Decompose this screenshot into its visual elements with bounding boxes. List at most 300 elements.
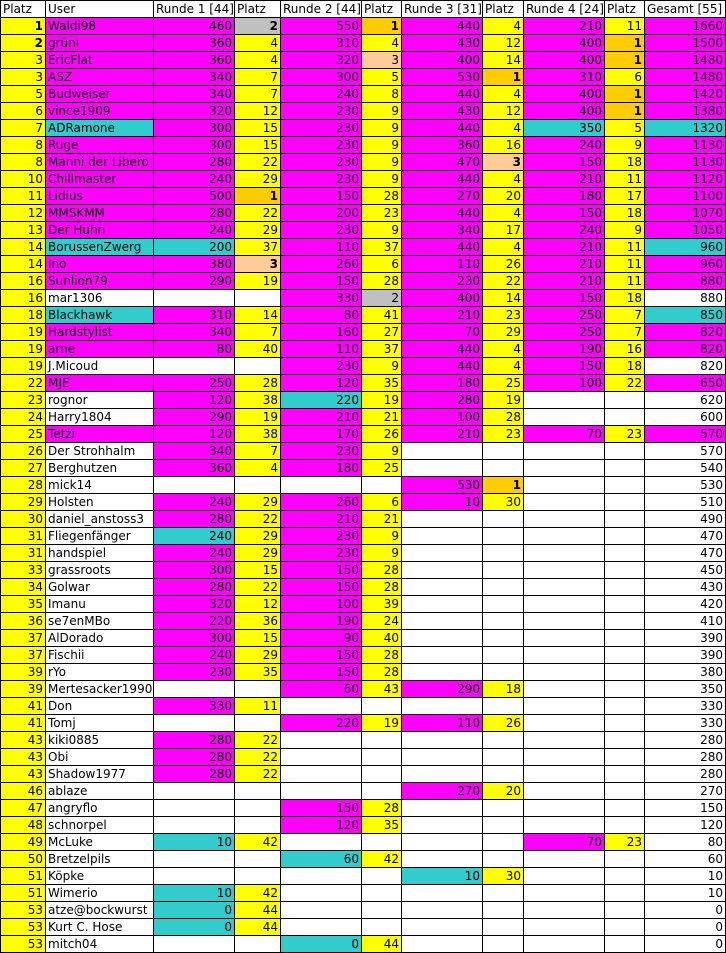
round1-points-cell: 0 — [154, 919, 235, 936]
total-points-cell: 1130 — [645, 137, 726, 154]
round3-points-cell: 340 — [402, 222, 483, 239]
user-name-cell: Tetzi — [46, 426, 154, 443]
round2-points-cell: 120 — [281, 375, 362, 392]
round1-rank-cell: 19 — [235, 409, 281, 426]
round4-rank-cell — [605, 409, 645, 426]
round3-points-cell — [402, 596, 483, 613]
round3-rank-cell: 23 — [483, 307, 524, 324]
rank-cell: 47 — [1, 800, 46, 817]
round1-points-cell: 240 — [154, 545, 235, 562]
user-name-cell: Der Huhn — [46, 222, 154, 239]
table-row — [1, 188, 726, 205]
round4-points-cell — [524, 868, 605, 885]
header-platz-3[interactable]: Platz — [483, 1, 524, 18]
round4-points-cell — [524, 919, 605, 936]
round2-rank-cell: 40 — [362, 630, 402, 647]
round4-points-cell — [524, 494, 605, 511]
round1-rank-cell: 11 — [235, 698, 281, 715]
round4-rank-cell: 16 — [605, 341, 645, 358]
round3-points-cell: 110 — [402, 256, 483, 273]
total-points-cell: 10 — [645, 868, 726, 885]
round2-rank-cell: 9 — [362, 443, 402, 460]
round4-rank-cell — [605, 936, 645, 953]
total-points-cell: 420 — [645, 596, 726, 613]
round2-rank-cell: 37 — [362, 239, 402, 256]
header-platz[interactable]: Platz — [1, 1, 46, 18]
header-platz-2[interactable]: Platz — [362, 1, 402, 18]
round4-points-cell: 150 — [524, 205, 605, 222]
round2-points-cell: 90 — [281, 630, 362, 647]
round3-rank-cell: 29 — [483, 324, 524, 341]
rank-cell: 3 — [1, 69, 46, 86]
round4-points-cell — [524, 443, 605, 460]
round2-points-cell: 230 — [281, 154, 362, 171]
round1-points-cell — [154, 358, 235, 375]
round1-rank-cell — [235, 477, 281, 494]
round1-points-cell: 360 — [154, 52, 235, 69]
user-name-cell: Köpke — [46, 868, 154, 885]
round2-rank-cell: 9 — [362, 120, 402, 137]
round1-points-cell: 300 — [154, 562, 235, 579]
table-row — [1, 120, 726, 137]
table-row — [1, 664, 726, 681]
round4-rank-cell: 23 — [605, 426, 645, 443]
total-points-cell: 450 — [645, 562, 726, 579]
round4-points-cell: 70 — [524, 426, 605, 443]
round3-points-cell — [402, 698, 483, 715]
round3-points-cell — [402, 613, 483, 630]
round2-points-cell: 320 — [281, 52, 362, 69]
round2-points-cell: 230 — [281, 358, 362, 375]
round2-rank-cell — [362, 783, 402, 800]
rank-cell: 30 — [1, 511, 46, 528]
rank-cell: 51 — [1, 885, 46, 902]
user-name-cell: Obi — [46, 749, 154, 766]
round1-points-cell: 280 — [154, 749, 235, 766]
round2-rank-cell: 19 — [362, 392, 402, 409]
round1-points-cell: 240 — [154, 171, 235, 188]
header-platz-1[interactable]: Platz — [235, 1, 281, 18]
round4-points-cell — [524, 800, 605, 817]
round2-points-cell: 310 — [281, 35, 362, 52]
total-points-cell: 570 — [645, 426, 726, 443]
round3-points-cell — [402, 885, 483, 902]
round2-rank-cell — [362, 834, 402, 851]
user-name-cell: McLuke — [46, 834, 154, 851]
total-points-cell: 1480 — [645, 52, 726, 69]
round3-rank-cell — [483, 528, 524, 545]
total-points-cell: 570 — [645, 443, 726, 460]
round2-rank-cell: 28 — [362, 273, 402, 290]
rank-cell: 14 — [1, 256, 46, 273]
round4-rank-cell — [605, 562, 645, 579]
rank-cell: 51 — [1, 868, 46, 885]
round2-rank-cell: 28 — [362, 562, 402, 579]
round4-rank-cell: 11 — [605, 18, 645, 35]
round3-rank-cell — [483, 664, 524, 681]
round4-rank-cell — [605, 732, 645, 749]
rank-cell: 24 — [1, 409, 46, 426]
round2-rank-cell — [362, 749, 402, 766]
total-points-cell: 0 — [645, 919, 726, 936]
round1-rank-cell: 29 — [235, 545, 281, 562]
table-row — [1, 647, 726, 664]
round4-points-cell — [524, 528, 605, 545]
round4-points-cell: 150 — [524, 154, 605, 171]
round1-points-cell: 280 — [154, 766, 235, 783]
round3-rank-cell: 4 — [483, 205, 524, 222]
header-user[interactable]: User — [46, 1, 154, 18]
round3-rank-cell — [483, 596, 524, 613]
header-platz-4[interactable]: Platz — [605, 1, 645, 18]
header-runde-2[interactable]: Runde 2 [44] — [281, 1, 362, 18]
table-row — [1, 817, 726, 834]
table-row — [1, 375, 726, 392]
header-runde-4[interactable]: Runde 4 [24] — [524, 1, 605, 18]
round3-rank-cell — [483, 834, 524, 851]
round1-points-cell: 280 — [154, 205, 235, 222]
round2-rank-cell: 28 — [362, 647, 402, 664]
round4-points-cell: 150 — [524, 358, 605, 375]
rank-cell: 8 — [1, 154, 46, 171]
round3-rank-cell: 1 — [483, 477, 524, 494]
total-points-cell: 1660 — [645, 18, 726, 35]
user-name-cell: Manni der Libero — [46, 154, 154, 171]
round1-rank-cell: 22 — [235, 766, 281, 783]
user-name-cell: mick14 — [46, 477, 154, 494]
round1-points-cell: 120 — [154, 426, 235, 443]
table-row — [1, 477, 726, 494]
total-points-cell: 880 — [645, 273, 726, 290]
total-points-cell: 330 — [645, 698, 726, 715]
table-row — [1, 18, 726, 35]
round4-rank-cell — [605, 749, 645, 766]
round1-points-cell: 240 — [154, 528, 235, 545]
round1-points-cell: 340 — [154, 86, 235, 103]
table-row — [1, 341, 726, 358]
round2-rank-cell — [362, 698, 402, 715]
rank-cell: 39 — [1, 664, 46, 681]
round2-points-cell: 60 — [281, 681, 362, 698]
round2-points-cell — [281, 902, 362, 919]
round2-points-cell — [281, 732, 362, 749]
total-points-cell: 1380 — [645, 103, 726, 120]
round4-points-cell — [524, 885, 605, 902]
round1-rank-cell: 12 — [235, 103, 281, 120]
round1-points-cell: 300 — [154, 120, 235, 137]
rank-cell: 53 — [1, 902, 46, 919]
round4-points-cell — [524, 409, 605, 426]
user-name-cell: ablaze — [46, 783, 154, 800]
round4-points-cell: 400 — [524, 86, 605, 103]
round3-rank-cell — [483, 749, 524, 766]
total-points-cell: 820 — [645, 324, 726, 341]
rank-cell: 49 — [1, 834, 46, 851]
round1-rank-cell: 22 — [235, 154, 281, 171]
round2-rank-cell: 42 — [362, 851, 402, 868]
round1-points-cell — [154, 477, 235, 494]
round3-rank-cell — [483, 613, 524, 630]
round2-rank-cell: 28 — [362, 664, 402, 681]
round4-rank-cell — [605, 902, 645, 919]
round4-rank-cell: 18 — [605, 154, 645, 171]
round4-rank-cell — [605, 477, 645, 494]
rank-cell: 41 — [1, 698, 46, 715]
round2-points-cell: 190 — [281, 613, 362, 630]
user-name-cell: Ino — [46, 256, 154, 273]
round4-rank-cell: 5 — [605, 120, 645, 137]
table-row — [1, 936, 726, 953]
round2-rank-cell: 9 — [362, 222, 402, 239]
rank-cell: 31 — [1, 545, 46, 562]
round1-points-cell: 360 — [154, 460, 235, 477]
round1-points-cell: 280 — [154, 154, 235, 171]
round2-points-cell — [281, 919, 362, 936]
round4-rank-cell: 7 — [605, 307, 645, 324]
round1-points-cell: 380 — [154, 256, 235, 273]
round3-points-cell — [402, 732, 483, 749]
user-name-cell: kiki0885 — [46, 732, 154, 749]
round1-rank-cell: 7 — [235, 324, 281, 341]
round1-points-cell: 10 — [154, 834, 235, 851]
round3-rank-cell — [483, 647, 524, 664]
round1-points-cell: 300 — [154, 630, 235, 647]
round4-points-cell — [524, 766, 605, 783]
user-name-cell: rYo — [46, 664, 154, 681]
round2-points-cell: 260 — [281, 256, 362, 273]
round2-points-cell: 110 — [281, 341, 362, 358]
round1-points-cell: 290 — [154, 409, 235, 426]
round1-rank-cell: 22 — [235, 511, 281, 528]
round1-rank-cell: 22 — [235, 579, 281, 596]
round2-points-cell: 220 — [281, 392, 362, 409]
rank-cell: 53 — [1, 936, 46, 953]
round1-points-cell — [154, 681, 235, 698]
round4-rank-cell — [605, 681, 645, 698]
round2-rank-cell: 8 — [362, 86, 402, 103]
total-points-cell: 540 — [645, 460, 726, 477]
rank-cell: 53 — [1, 919, 46, 936]
round3-points-cell — [402, 511, 483, 528]
rank-cell: 16 — [1, 290, 46, 307]
round3-points-cell: 470 — [402, 154, 483, 171]
table-row — [1, 596, 726, 613]
round4-points-cell: 100 — [524, 375, 605, 392]
round2-points-cell: 180 — [281, 460, 362, 477]
round4-rank-cell: 11 — [605, 239, 645, 256]
round4-points-cell: 240 — [524, 137, 605, 154]
round4-points-cell — [524, 749, 605, 766]
round4-rank-cell: 17 — [605, 188, 645, 205]
round2-rank-cell: 9 — [362, 171, 402, 188]
round1-points-cell: 330 — [154, 698, 235, 715]
round4-rank-cell — [605, 460, 645, 477]
round2-rank-cell: 28 — [362, 800, 402, 817]
round2-points-cell: 110 — [281, 239, 362, 256]
total-points-cell: 820 — [645, 358, 726, 375]
round2-points-cell: 150 — [281, 664, 362, 681]
round2-points-cell: 220 — [281, 715, 362, 732]
round3-rank-cell: 28 — [483, 409, 524, 426]
round1-points-cell: 120 — [154, 392, 235, 409]
round3-points-cell — [402, 817, 483, 834]
round3-points-cell: 440 — [402, 86, 483, 103]
user-name-cell: ADRamone — [46, 120, 154, 137]
round2-rank-cell: 2 — [362, 290, 402, 307]
round4-points-cell — [524, 511, 605, 528]
round3-points-cell — [402, 545, 483, 562]
user-name-cell: Golwar — [46, 579, 154, 596]
round4-rank-cell — [605, 817, 645, 834]
rank-cell: 14 — [1, 239, 46, 256]
table-row — [1, 256, 726, 273]
round4-rank-cell: 9 — [605, 222, 645, 239]
round1-points-cell: 340 — [154, 443, 235, 460]
user-name-cell: Der Strohhalm — [46, 443, 154, 460]
round2-rank-cell: 21 — [362, 409, 402, 426]
total-points-cell: 390 — [645, 647, 726, 664]
round1-points-cell — [154, 715, 235, 732]
user-name-cell: Sunlion79 — [46, 273, 154, 290]
round3-rank-cell — [483, 885, 524, 902]
round4-rank-cell: 18 — [605, 358, 645, 375]
round2-points-cell — [281, 477, 362, 494]
round1-rank-cell — [235, 868, 281, 885]
round4-rank-cell — [605, 800, 645, 817]
table-row — [1, 545, 726, 562]
round1-rank-cell: 22 — [235, 732, 281, 749]
rank-cell: 37 — [1, 630, 46, 647]
round3-rank-cell — [483, 460, 524, 477]
round1-points-cell: 240 — [154, 647, 235, 664]
user-name-cell: daniel_anstoss3 — [46, 511, 154, 528]
round3-rank-cell: 18 — [483, 681, 524, 698]
round2-points-cell — [281, 885, 362, 902]
header-runde-1[interactable]: Runde 1 [44] — [154, 1, 235, 18]
round4-rank-cell: 1 — [605, 103, 645, 120]
round4-points-cell: 400 — [524, 52, 605, 69]
round2-rank-cell: 21 — [362, 511, 402, 528]
total-points-cell: 1120 — [645, 171, 726, 188]
total-points-cell: 960 — [645, 239, 726, 256]
user-name-cell: handspiel — [46, 545, 154, 562]
round3-rank-cell: 25 — [483, 375, 524, 392]
round4-points-cell: 250 — [524, 307, 605, 324]
round4-points-cell — [524, 596, 605, 613]
user-name-cell: Hardstylist — [46, 324, 154, 341]
user-name-cell: Mertesacker1990 — [46, 681, 154, 698]
round3-rank-cell — [483, 902, 524, 919]
rank-cell: 19 — [1, 341, 46, 358]
rank-cell: 28 — [1, 477, 46, 494]
user-name-cell: Fischii — [46, 647, 154, 664]
round4-points-cell — [524, 579, 605, 596]
header-gesamt[interactable]: Gesamt [55] — [645, 1, 726, 18]
round3-points-cell — [402, 579, 483, 596]
total-points-cell: 510 — [645, 494, 726, 511]
round4-points-cell — [524, 613, 605, 630]
user-name-cell: mitch04 — [46, 936, 154, 953]
total-points-cell: 960 — [645, 256, 726, 273]
round4-points-cell: 210 — [524, 256, 605, 273]
round1-points-cell: 250 — [154, 375, 235, 392]
table-row — [1, 800, 726, 817]
round1-points-cell: 500 — [154, 188, 235, 205]
round4-points-cell: 210 — [524, 171, 605, 188]
round2-points-cell — [281, 834, 362, 851]
round3-points-cell: 440 — [402, 18, 483, 35]
total-points-cell: 10 — [645, 885, 726, 902]
table-row — [1, 239, 726, 256]
total-points-cell: 380 — [645, 664, 726, 681]
header-runde-3[interactable]: Runde 3 [31] — [402, 1, 483, 18]
round2-points-cell: 170 — [281, 426, 362, 443]
rank-cell: 37 — [1, 647, 46, 664]
round1-points-cell: 360 — [154, 35, 235, 52]
round3-rank-cell: 4 — [483, 239, 524, 256]
round2-rank-cell: 9 — [362, 358, 402, 375]
user-name-cell: J.Micoud — [46, 358, 154, 375]
round1-rank-cell: 4 — [235, 52, 281, 69]
table-row — [1, 137, 726, 154]
round2-rank-cell — [362, 885, 402, 902]
table-row — [1, 409, 726, 426]
round1-points-cell — [154, 290, 235, 307]
table-row — [1, 630, 726, 647]
user-name-cell: Berghutzen — [46, 460, 154, 477]
round2-rank-cell: 35 — [362, 817, 402, 834]
total-points-cell: 0 — [645, 902, 726, 919]
round1-rank-cell — [235, 936, 281, 953]
total-points-cell: 1130 — [645, 154, 726, 171]
round2-rank-cell: 4 — [362, 35, 402, 52]
round2-rank-cell: 44 — [362, 936, 402, 953]
round2-rank-cell: 9 — [362, 528, 402, 545]
round4-rank-cell — [605, 698, 645, 715]
table-body — [1, 18, 726, 953]
round2-rank-cell: 6 — [362, 494, 402, 511]
table-row — [1, 103, 726, 120]
user-name-cell: vince1909 — [46, 103, 154, 120]
round1-rank-cell: 29 — [235, 222, 281, 239]
total-points-cell: 120 — [645, 817, 726, 834]
user-name-cell: rognor — [46, 392, 154, 409]
round4-points-cell — [524, 681, 605, 698]
round4-points-cell — [524, 851, 605, 868]
user-name-cell: grüni — [46, 35, 154, 52]
table-row — [1, 783, 726, 800]
round3-points-cell: 100 — [402, 409, 483, 426]
round3-points-cell: 400 — [402, 290, 483, 307]
round4-rank-cell: 18 — [605, 290, 645, 307]
round3-points-cell — [402, 902, 483, 919]
rank-cell: 23 — [1, 392, 46, 409]
round3-points-cell: 440 — [402, 358, 483, 375]
user-name-cell: Don — [46, 698, 154, 715]
round3-points-cell — [402, 664, 483, 681]
round1-points-cell — [154, 817, 235, 834]
round1-rank-cell: 1 — [235, 188, 281, 205]
round2-points-cell: 150 — [281, 579, 362, 596]
round1-rank-cell — [235, 358, 281, 375]
rank-cell: 19 — [1, 324, 46, 341]
round4-rank-cell — [605, 868, 645, 885]
round1-rank-cell: 15 — [235, 137, 281, 154]
round3-points-cell: 530 — [402, 69, 483, 86]
round4-points-cell: 190 — [524, 341, 605, 358]
round2-rank-cell: 6 — [362, 256, 402, 273]
round1-rank-cell: 4 — [235, 35, 281, 52]
